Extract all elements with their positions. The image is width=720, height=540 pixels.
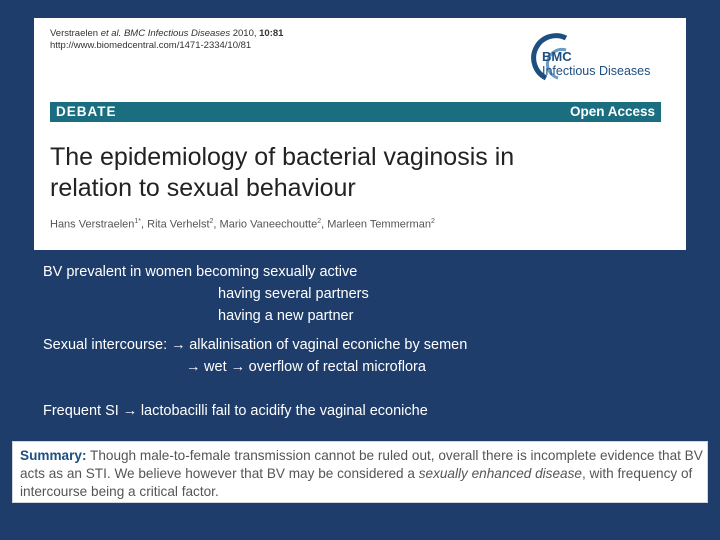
author-name: Hans Verstraelen — [50, 218, 135, 231]
slide-line-3: having a new partner — [218, 308, 354, 324]
section-label: DEBATE — [56, 104, 117, 119]
right-arrow-icon: → — [186, 359, 201, 375]
summary-text-b: , with frequency of intercourse being a critical factor. — [20, 466, 693, 499]
slide-line-5-a: wet — [204, 359, 227, 375]
title-line2: relation to sexual behaviour — [50, 174, 356, 202]
slide-line-4 — [43, 337, 467, 353]
author-sup: 2 — [430, 218, 435, 225]
article-header-image — [34, 18, 686, 250]
right-arrow-icon: → — [122, 403, 138, 419]
summary-text — [20, 447, 704, 501]
slide-line-6-text: lactobacilli fail to acidify the vaginal econiche — [140, 403, 428, 419]
section-bar — [50, 102, 661, 122]
author-sup: 1* — [134, 218, 142, 225]
citation-etal: et al. — [100, 28, 122, 39]
slide-line-6 — [43, 403, 428, 419]
right-arrow-icon: → — [171, 337, 186, 353]
summary-text-a: Though male-to-female transmission cannot be ruled out, overall there is incomplete evidence that BV acts as an STI. We believe however that BV may be considered a — [20, 448, 703, 481]
logo-line1: BMC — [542, 49, 572, 64]
author-name: Marleen Temmerman — [327, 218, 431, 231]
bmc-logo — [528, 32, 678, 92]
access-label: Open Access — [569, 104, 655, 119]
author-name: Rita Verhelst — [147, 218, 210, 231]
authors-line: Hans Verstraelen$^{1*}$, Rita Verhelst$^2$, Mario Vaneechoutte$^2$, Marleen Temmerman$^2$ — [50, 218, 435, 231]
citation-url: http://www.biomedcentral.com/1471-2334/10/81 — [50, 40, 252, 51]
citation — [50, 28, 283, 52]
slide-line-5 — [186, 359, 426, 375]
slide-line-6-prefix: Frequent SI — [43, 403, 119, 419]
slide-line-4-prefix: Sexual intercourse: — [43, 337, 168, 353]
article-title — [50, 142, 650, 204]
citation-year: 2010, — [232, 28, 257, 39]
summary-emphasis: sexually enhanced disease — [418, 466, 582, 481]
citation-volume: 10:81 — [259, 28, 284, 39]
slide-line-1: BV prevalent in women becoming sexually active — [43, 264, 358, 280]
logo-line2: Infectious Diseases — [542, 64, 651, 78]
slide-line-4-text: alkalinisation of vaginal econiche by semen — [189, 337, 468, 353]
title-line1: The epidemiology of bacterial vaginosis in — [50, 143, 515, 171]
slide-line-5-b: overflow of rectal microflora — [248, 359, 426, 375]
author-sup: 2 — [317, 218, 322, 225]
author-name: Mario Vaneechoutte — [219, 218, 318, 231]
citation-journal: BMC Infectious Diseases — [123, 28, 231, 39]
slide-line-2: having several partners — [218, 286, 369, 302]
summary-box — [12, 441, 708, 503]
citation-authors: Verstraelen — [50, 28, 99, 39]
right-arrow-icon: → — [230, 359, 246, 375]
author-sup: 2 — [209, 218, 214, 225]
summary-label: Summary: — [20, 448, 87, 463]
